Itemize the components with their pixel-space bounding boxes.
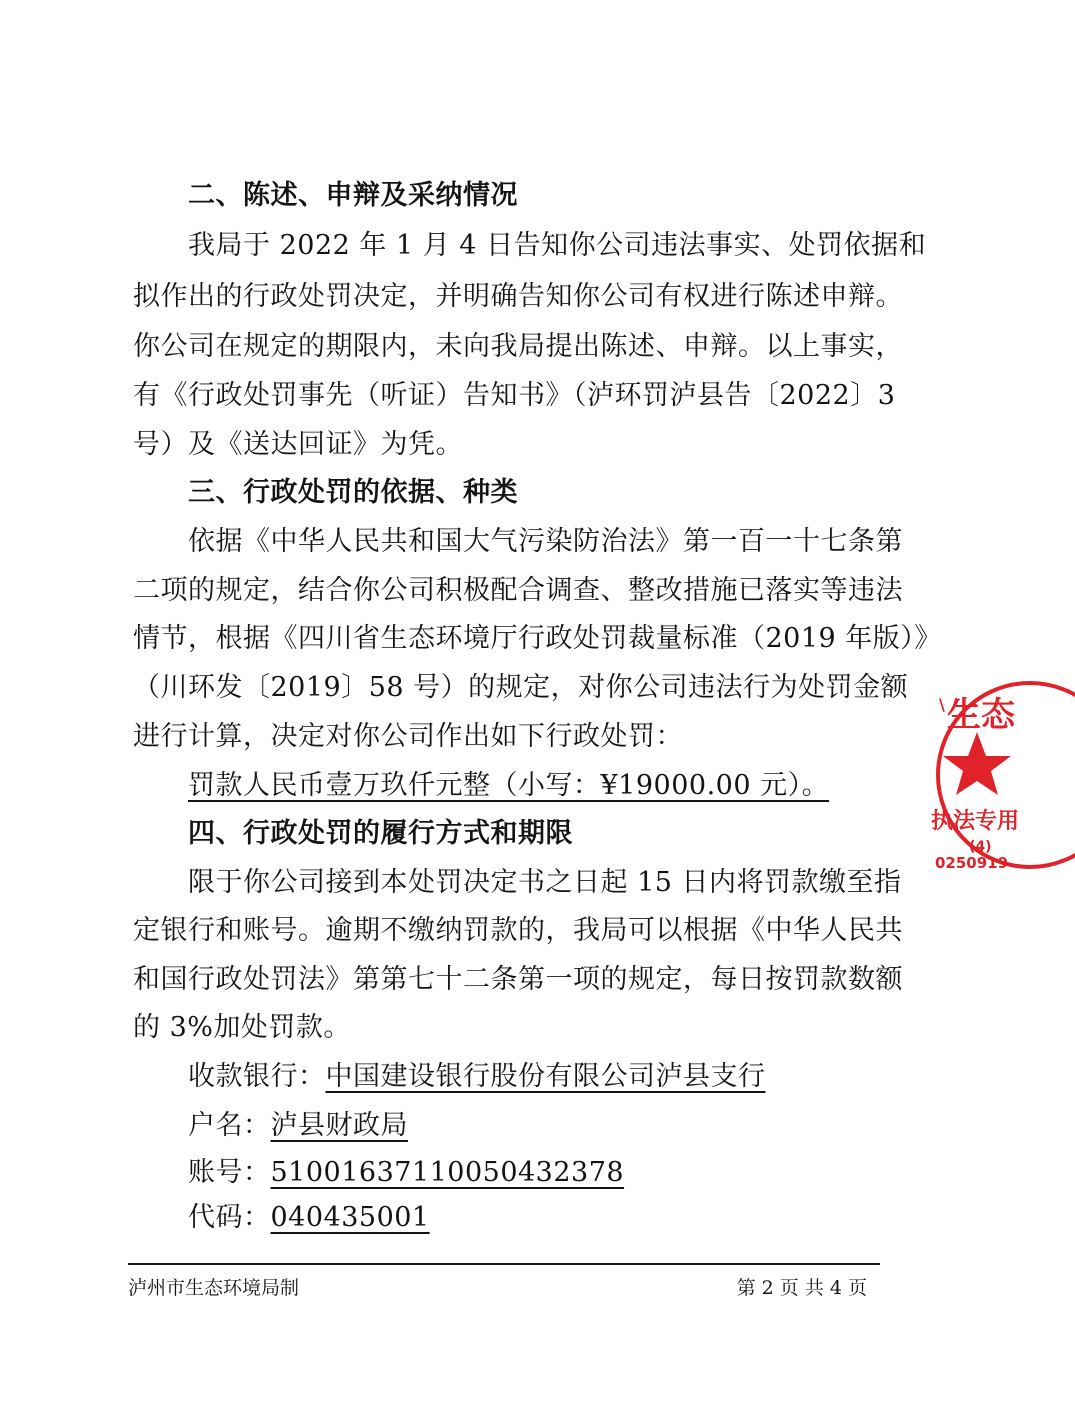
payment-code-value: 040435001 [270,1202,430,1233]
section-4-line-4: 的 3%加处罚款。 [133,1012,351,1043]
seal-text-number: (4) [969,839,992,855]
seal-star-icon [943,732,1011,795]
payment-bank-row [188,1059,766,1095]
seal-text-top: 生态 [947,695,1015,735]
section-3-line-3: 情节，根据《四川省生态环境厅行政处罚裁量标准（2019 年版）》 [133,623,942,654]
penalty-amount: 罚款人民币壹万玖仟元整（小写：¥19000.00 元）。 [188,770,830,801]
section-3-heading: 三、行政处罚的依据、种类 [188,477,518,508]
section-2-line-1: 我局于 2022 年 1 月 4 日告知你公司违法事实、处罚依据和 [188,230,927,261]
section-4-line-1: 限于你公司接到本处罚决定书之日起 15 日内将罚款缴至指 [188,867,902,898]
section-3-line-1: 依据《中华人民共和国大气污染防治法》第一百一十七条第 [188,526,903,557]
footer-page-info: 第 2 页 共 4 页 [736,1277,867,1299]
payment-name-label: 户名： [188,1110,271,1141]
payment-bank-value: 中国建设银行股份有限公司泸县支行 [325,1061,766,1092]
payment-code-label: 代码： [188,1202,271,1233]
section-4-line-2: 定银行和账号。逾期不缴纳罚款的，我局可以根据《中华人民共 [133,915,903,946]
section-2-line-4: 有《行政处罚事先（听证）告知书》（泸环罚泸县告〔2022〕3 [133,380,896,411]
footer-issuer: 泸州市生态环境局制 [128,1277,300,1299]
seal-text-code: 0250919 [935,854,1009,872]
seal-arc-mark: \ [939,695,945,714]
section-2-line-2: 拟作出的行政处罚决定，并明确告知你公司有权进行陈述申辩。 [133,281,903,312]
section-3-line-2: 二项的规定，结合你公司积极配合调查、整改措施已落实等违法 [133,575,903,606]
section-4-heading: 四、行政处罚的履行方式和期限 [188,818,573,849]
section-3-line-5: 进行计算，决定对你公司作出如下行政处罚： [133,721,683,752]
official-seal [925,682,1075,872]
payment-code-row [188,1200,430,1236]
payment-account-row [188,1155,624,1191]
section-4-line-3: 和国行政处罚法》第第七十二条第一项的规定，每日按罚款数额 [133,964,903,995]
official-seal-graphic [925,682,1075,872]
section-3-line-4: （川环发〔2019〕58 号）的规定，对你公司违法行为处罚金额 [133,672,909,703]
seal-text-middle: 执法专用 [931,809,1020,834]
payment-name-value: 泸县财政局 [270,1110,408,1141]
section-2-line-5: 号）及《送达回证》为凭。 [133,429,463,460]
payment-account-value: 51001637110050432378 [270,1157,625,1188]
payment-name-row [188,1108,408,1144]
section-2-line-3: 你公司在规定的期限内，未向我局提出陈述、申辩。以上事实， [133,331,903,362]
payment-bank-label: 收款银行： [188,1061,326,1092]
section-2-heading: 二、陈述、申辩及采纳情况 [188,180,518,211]
footer-divider [128,1263,880,1265]
payment-account-label: 账号： [188,1157,271,1188]
